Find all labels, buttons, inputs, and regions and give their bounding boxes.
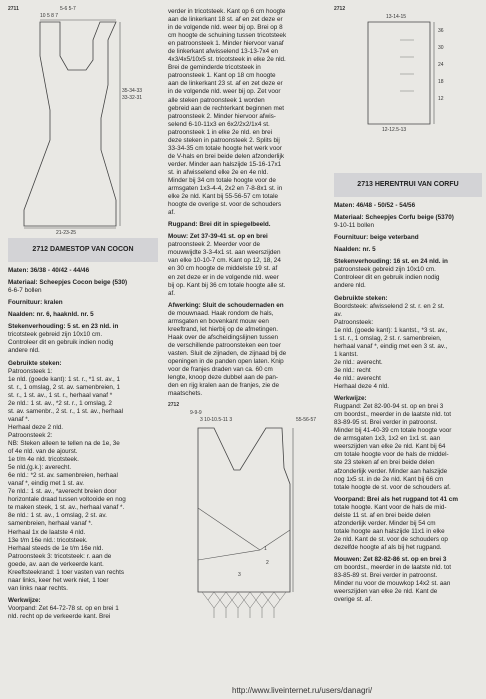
sleeve-height-2: 30: [438, 45, 444, 51]
body-line: hoogte de overige st. voor de schouders: [168, 201, 282, 209]
body-line: nog 1x5 st. in de 2e nld. Kant bij 66 cm: [334, 475, 444, 483]
body-line: st. r., 1 st. av., 1 st. r., herhaal vanaf *: [8, 391, 113, 399]
body-line: patroonsteek 1. Kant op 18 cm hoogte: [168, 72, 276, 80]
body-line: 5e nld.(g.k.): averecht.: [8, 464, 72, 472]
sleeve-height-5: 12: [438, 96, 444, 102]
body-line: herhaal vanaf *, eindig met een 3 st. av.,: [334, 342, 448, 350]
body-line: st. av. samenbr., 2 st. r., 1 st. av., herhaal: [8, 407, 124, 415]
body-line: Rugpand: Zet 82-90-94 st. op en brei 3: [334, 403, 444, 411]
body-line: deze steken in patroonsteek 2. Splits bij: [168, 136, 280, 144]
body-line: andere nld.: [8, 347, 40, 355]
body-line: totale hoogte. Kant voor de hals de mid-: [334, 503, 447, 511]
watermark-url: http://www.liveinternet.ru/users/danagri/: [232, 686, 373, 695]
body-line: patroonsteek gebreid zijn 10x10 cm.: [334, 266, 436, 274]
sleeve-height-1: 36: [438, 28, 444, 34]
body-line: Minder bij 34 cm totale hoogte voor de: [168, 176, 276, 184]
side-dimension-2: 33-32-31: [122, 95, 143, 101]
body-line: maatschets.: [168, 390, 203, 398]
section-heading: Materiaal: Scheepjes Cocon beige (530): [8, 279, 128, 287]
sleeve-bottom-dimension: 12-12.5-13: [382, 127, 407, 133]
body-line: verder in tricotsteek. Kant op 6 cm hoogte: [168, 8, 286, 15]
body-line: Kreeftsteekrand: 1 toer vasten van rechts: [8, 568, 125, 576]
body-line: de linkerkant afwisselend 13-13-7x4 en: [168, 48, 279, 56]
body-line: totale hoogte de st. voor de schouders af.: [334, 483, 451, 491]
body-line: bij op. Kant bij 36 cm totale hoogte alle st.: [168, 281, 286, 289]
fig-right-dimension: 55-56-57: [296, 417, 317, 424]
body-line: 1 kantst.: [334, 350, 358, 358]
section-heading: Werkwijze:: [334, 395, 367, 403]
body-line: NB: Steken alleen te tellen na de 1e, 3e: [8, 439, 120, 447]
col3-body-text: [334, 202, 482, 604]
body-line: tricotsteek gebreid zijn 10x10 cm.: [8, 331, 103, 339]
body-line: aan de linkerkant 23 st. af en zet deze er: [168, 80, 283, 88]
size-label-top: 5-6 5-7: [60, 6, 76, 12]
body-line: 1e t/m 4e nld. tricotsteek.: [8, 456, 79, 464]
body-line: Controleer dit en gebruik indien nodig: [334, 274, 440, 282]
body-line: afzonderlijk verder. Minder aan halszijde: [334, 467, 448, 475]
column-middle: [168, 8, 326, 623]
body-line: 6e nld.: *2 st. av. samenbreien, herhaal: [8, 472, 118, 480]
body-line: elke 2e nld. Kant bij 55-56-57 cm totale: [168, 193, 279, 201]
size-label-top2: 10 5 8 7: [40, 13, 59, 19]
schematic-2712-sleeve: [334, 0, 482, 150]
body-line: Patroonsteek 3: tricotsteek: r. aan de: [8, 552, 112, 560]
fig-top-dimension-2: 3 10-10.5-11 3: [200, 417, 233, 424]
body-line: in de volgende nld. weer bij op. Brei op 8: [168, 24, 283, 32]
body-line: patroonsteek 2. Meerder voor de: [168, 241, 261, 249]
fig-top-dimension-1: 9-9-9: [190, 410, 202, 417]
sleeve-height-4: 18: [438, 79, 444, 85]
body-line: Voorpand: Zet 64-72-78 st. op en brei 1: [8, 604, 119, 612]
body-line: en zet deze er in de volgende nld. weer: [168, 273, 279, 281]
body-line: lengte, knoop deze dubbel aan de pan-: [168, 374, 279, 382]
body-line: 1e nld. (goede kant): 1 st. r., *1 st. av., 1: [8, 375, 121, 383]
section-heading: Rugpand: Brei dit in spiegelbeeld.: [168, 221, 271, 229]
body-line: goede, av. aan de verkeerde kant.: [8, 560, 104, 568]
body-line: cm boordst., meerder in de laatste nld. tot: [334, 564, 452, 572]
body-line: 83-85-89 st. Brei verder in patroonst.: [334, 572, 438, 580]
body-line: gebreid aan de rechterkant beginnen met: [168, 104, 285, 112]
body-line: dezelfde hoogte af als bij het rugpand.: [334, 543, 442, 551]
body-line: Herhaal deze 2 nld.: [8, 423, 64, 431]
body-line: Minder nu voor de mouwkop 14x2 st. aan: [334, 580, 451, 588]
schematic-2712-pattern: [168, 400, 326, 620]
body-line: Herhaal 1x de laatste 4 nld.: [8, 528, 86, 536]
body-line: 2e nld.: averecht.: [334, 358, 383, 366]
body-line: weerszijden van elke 2e nld. Kant de: [334, 588, 438, 596]
body-line: en patroonsteek 1. Minder hiervoor vanaf: [168, 40, 284, 48]
zone-label-3: 3: [238, 572, 241, 579]
body-line: ste 23 steken af en brei beide delen: [334, 459, 435, 467]
body-line: vanaf *.: [8, 415, 30, 423]
body-line: naar links, keer het werk niet, 1 toer: [8, 576, 109, 584]
body-line: 2e nld.: 1 st. av., *2 st. r., 1 omslag, 2: [8, 399, 112, 407]
body-line: 1e nld. (goede kant): 1 kantst., *3 st. av.,: [334, 326, 448, 334]
figure-2712-pattern: [168, 400, 326, 623]
section-heading: Stekenverhouding: 5 st. en 23 nld. in: [8, 323, 119, 331]
column-left: [8, 0, 158, 621]
body-line: 2e nld. Kant de st. voor de schouders op: [334, 535, 448, 543]
body-line: Minder bij 41-40-39 cm totale hoogte voor: [334, 427, 452, 435]
body-line: de mouwnaad. Haak rondom de hals,: [168, 309, 274, 317]
col2-body-text: [168, 8, 326, 398]
body-line: Patroonsteek 2:: [8, 431, 53, 439]
body-line: afzonderlijk verder. Minder bij 54 cm: [334, 519, 436, 527]
body-line: de verschillende patroonsteken een toer: [168, 341, 281, 349]
body-line: patroonsteek 2. Minder hiervoor afwis-: [168, 112, 276, 120]
zone-label-1: 1: [264, 546, 267, 553]
section-banner-2713: 2713 HERENTRUI VAN CORFU: [334, 173, 482, 197]
body-line: den en rijg kralen aan de franjes, zie de: [168, 382, 280, 390]
body-line: 83-89-95 st. Brei verder in patroonst.: [334, 419, 438, 427]
body-line: cm boordst., meerder in de laatste nld. tot: [334, 411, 452, 419]
body-line: delste 11 st. af en brei beide delen: [334, 511, 431, 519]
section-heading: Stekenverhouding: 16 st. en 24 nld. in: [334, 258, 448, 266]
body-line: alle steken patroonsteek 1 worden: [168, 96, 265, 104]
section-heading: Gebruikte steken:: [334, 294, 388, 302]
body-line: openingen in de panden open laten. Knip: [168, 357, 284, 365]
section-banner-2712: 2712 DAMESTOP VAN COCON: [8, 238, 158, 262]
body-line: van links naar rechts.: [8, 584, 68, 592]
body-line: 6-6-7 bollen: [8, 287, 42, 295]
section-heading: Naalden: nr. 6, haaknld. nr. 5: [8, 311, 94, 319]
body-line: patroonsteek 1 in elke 2e nld. en brei: [168, 128, 273, 136]
section-heading: Voorpand: Brei als het rugpand tot 41 cm: [334, 495, 458, 503]
body-line: kreeftrand, let hierbij op de afmetingen.: [168, 325, 279, 333]
body-line: nld. recht op de verkeerde kant. Brei: [8, 612, 111, 620]
side-dimension-1: 35-34-33: [122, 88, 143, 94]
body-line: 7e nld.: 1 st. av., *averecht breien door: [8, 488, 117, 496]
body-line: av.: [334, 310, 342, 318]
body-line: Herhaal deze 4 nld.: [334, 383, 390, 391]
section-heading: Werkwijze:: [8, 596, 41, 604]
body-line: Herhaal steeds de 1e t/m 16e nld.: [8, 544, 104, 552]
body-line: armsgaten en bovenkant mouw een: [168, 317, 269, 325]
body-line: verder. Minder aan halszijde 15-16-17x1: [168, 160, 282, 168]
body-line: de V-hals en brei beide delen afzonderlijk: [168, 152, 285, 160]
figure-number: 2711: [8, 6, 19, 12]
figure-number-2712: 2712: [168, 402, 180, 409]
section-heading: Fournituur: kralen: [8, 299, 63, 307]
body-line: selend 6-10-11x3 en 6x2/2x2/1x4 st.: [168, 120, 270, 128]
body-line: cm totale hoogte voor de hals de middel-: [334, 451, 449, 459]
body-line: of 4e nld. van de ajourst.: [8, 448, 78, 456]
body-line: af.: [168, 209, 176, 217]
section-heading: Afwerking: Sluit de schoudernaden en: [168, 301, 284, 309]
body-line: st. in afwisselend elke 2e en 4e nld.: [168, 168, 269, 176]
figure-2711: [8, 0, 158, 238]
body-line: horizontale draad tussen voltooide en nog: [8, 496, 126, 504]
body-line: Brei de geminderde tricotsteek in: [168, 64, 261, 72]
body-line: van elke 10-10-7 cm. Kant op 12, 18, 24: [168, 257, 281, 265]
section-heading: Naalden: nr. 5: [334, 246, 376, 254]
body-line: 13e t/m 16e nld.: tricotsteek.: [8, 536, 88, 544]
section-heading: Gebruikte steken:: [8, 359, 62, 367]
body-line: en 30 cm hoogte de middelste 19 st. af: [168, 265, 278, 273]
body-line: voor de franjes draden van ca. 60 cm: [168, 366, 273, 374]
body-line: 3e nld.: recht: [334, 366, 371, 374]
body-line: Patroonsteek:: [334, 318, 374, 326]
body-line: 4e nld.: averecht: [334, 374, 381, 382]
body-line: vasten. Sluit de zijnaden, de zijnaad bij de: [168, 349, 287, 357]
section-heading: Mouwen: Zet 82-82-86 st. op en brei 3: [334, 555, 447, 563]
body-line: te maken steek, 1 st. av., herhaal vanaf *.: [8, 504, 125, 512]
body-line: andere nld.: [334, 282, 366, 290]
body-line: Haak over de afscheidingslijnen tussen: [168, 333, 279, 341]
body-line: de armsgaten 1x3, 1x2 en 1x1 st. aan: [334, 435, 441, 443]
figure-2712-sleeve: [334, 0, 482, 153]
body-line: 4x3/4x5/10x5 st. tricotsteek in elke 2e nld.: [168, 56, 286, 64]
fringe-beads: [202, 592, 286, 618]
sleeve-height-3: 24: [438, 62, 444, 68]
column-right: [334, 0, 482, 604]
body-line: overige st. af.: [334, 596, 373, 604]
body-line: 1 st. r., 1 omslag, 2 st. r. samenbreien,: [334, 334, 442, 342]
body-line: weerszijden van elke 2e nld. Kant bij 64: [334, 443, 446, 451]
body-line: totale hoogte aan halszijde 11x1 in elke: [334, 527, 445, 535]
body-line: armsgaten 1x3-4-4, 2x2 en 7-8-8x1 st. in: [168, 185, 283, 193]
section-heading: Maten: 36/38 - 40/42 - 44/46: [8, 267, 90, 275]
body-line: samenbreien, herhaal vanaf *.: [8, 520, 93, 528]
body-line: mouwwijdte 3-3-4x1 st. aan weerszijden: [168, 249, 281, 257]
section-heading: Fournituur: beige veterband: [334, 234, 419, 242]
body-line: 9-10-11 bollen: [334, 222, 375, 230]
section-heading: Materiaal: Scheepjes Corfu beige (5370): [334, 214, 454, 222]
bottom-dimension: 21-23-25: [56, 230, 77, 235]
section-heading: Mouw: Zet 37-39-41 st. op en brei: [168, 233, 268, 241]
section-heading: Maten: 46/48 - 50/52 - 54/56: [334, 202, 416, 210]
body-line: Patroonsteek 1:: [8, 367, 53, 375]
body-line: cm hoogte de schuining tussen tricotsteek: [168, 32, 287, 40]
body-line: Boordsteek: afwisselend 2 st. r. en 2 st.: [334, 302, 445, 310]
zone-label-2: 2: [266, 560, 269, 567]
sleeve-top-dimension: 13-14-15: [386, 14, 407, 20]
body-line: in de volgende nld. weer bij op. Zet voor: [168, 88, 281, 96]
col1-body-text: [8, 267, 158, 621]
body-line: Controleer dit en gebruik indien nodig: [8, 339, 114, 347]
body-line: 33-34-35 cm totale hoogte het werk voor: [168, 144, 282, 152]
body-line: 8e nld.: 1 st. av., 1 omslag, 2 st. av.: [8, 512, 107, 520]
body-line: af.: [168, 289, 176, 297]
body-line: aan de linkerkant 18 st. af en zet deze er: [168, 16, 283, 24]
schematic-2711: [8, 0, 158, 235]
body-line: st. r., 1 omslag, 2 st. av. samenbreien, 1: [8, 383, 121, 391]
body-line: vanaf *, eindig met 1 st. av.: [8, 480, 85, 488]
figure-number-sleeve: 2712: [334, 6, 346, 12]
